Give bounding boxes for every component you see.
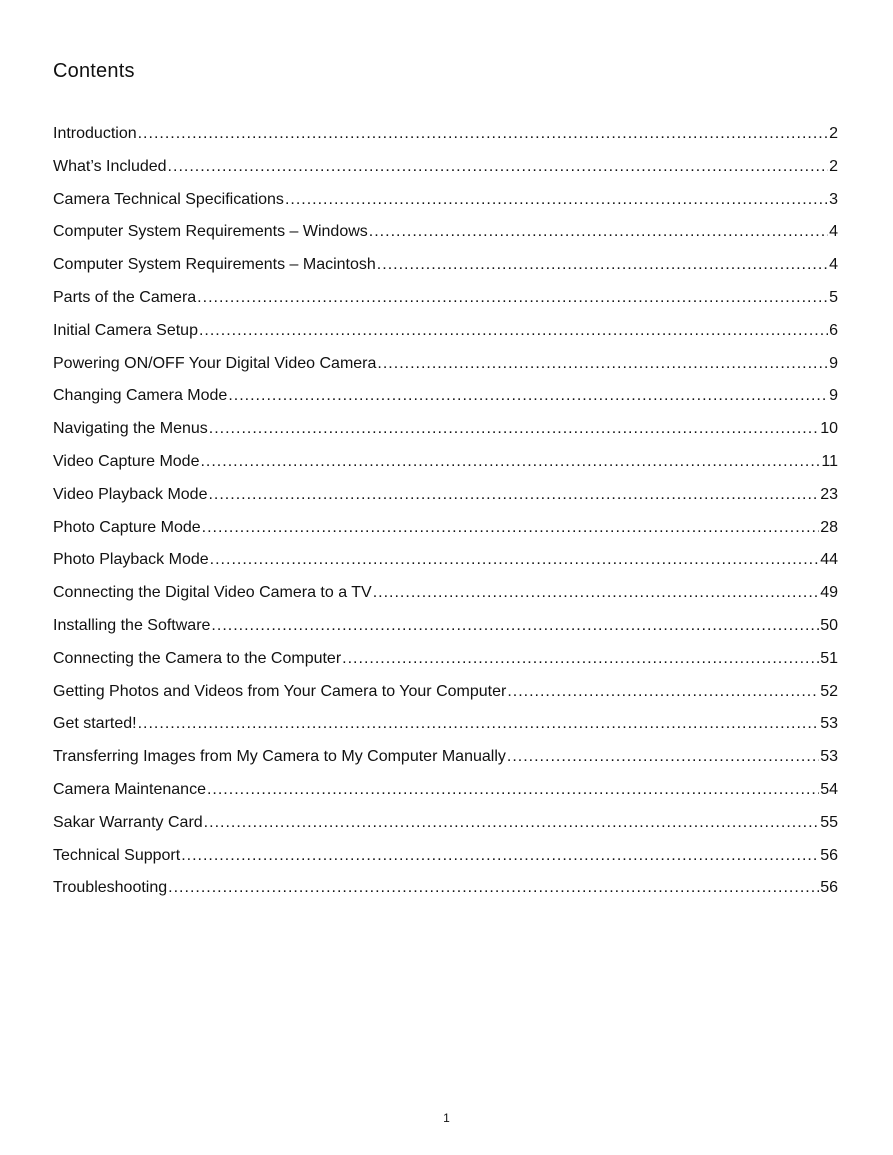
toc-dot-leader (202, 515, 820, 541)
toc-entry (53, 383, 838, 416)
toc-entry-title: Video Capture Mode (53, 452, 200, 470)
toc-entry-page-number: 55 (820, 813, 838, 831)
toc-entry (53, 252, 838, 285)
toc-dot-leader (138, 711, 820, 737)
toc-entry-title: Photo Playback Mode (53, 551, 209, 569)
toc-entry-page-number: 49 (820, 584, 838, 602)
toc-entry-page-number: 9 (829, 387, 838, 405)
toc-entry (53, 515, 838, 548)
toc-dot-leader (168, 875, 819, 901)
toc-entry-title: Photo Capture Mode (53, 518, 201, 536)
toc-entry-page-number: 5 (829, 288, 838, 306)
toc-entry-page-number: 44 (820, 551, 838, 569)
toc-dot-leader (507, 744, 819, 770)
toc-dot-leader (208, 482, 819, 508)
toc-entry-page-number: 53 (820, 748, 838, 766)
toc-entry-page-number: 53 (820, 715, 838, 733)
toc-entry (53, 711, 838, 744)
contents-heading: Contents (53, 60, 135, 82)
toc-entry-title: Getting Photos and Videos from Your Camera to Your Computer (53, 682, 507, 700)
toc-dot-leader (204, 810, 820, 836)
toc-entry-page-number: 4 (829, 256, 838, 274)
toc-entry (53, 547, 838, 580)
toc-entry (53, 777, 838, 810)
toc-entry-page-number: 52 (820, 682, 838, 700)
toc-entry-title: Installing the Software (53, 616, 211, 634)
toc-dot-leader (228, 383, 828, 409)
toc-dot-leader (210, 547, 820, 573)
toc-dot-leader (507, 679, 819, 705)
toc-entry-page-number: 50 (820, 616, 838, 634)
toc-entry-title: Computer System Requirements – Macintosh (53, 256, 376, 274)
toc-entry-page-number: 2 (829, 125, 838, 142)
toc-entry (53, 416, 838, 449)
toc-entry (53, 843, 838, 876)
toc-dot-leader (373, 580, 820, 606)
toc-entry-title: Introduction (53, 125, 137, 142)
toc-entry (53, 351, 838, 384)
toc-entry-page-number: 10 (820, 420, 838, 438)
toc-entry (53, 449, 838, 482)
toc-entry-title: Connecting the Digital Video Camera to a TV (53, 584, 372, 602)
toc-entry-title: Sakar Warranty Card (53, 813, 203, 831)
toc-entry-title: Powering ON/OFF Your Digital Video Camera (53, 354, 377, 372)
toc-dot-leader (199, 318, 828, 344)
toc-dot-leader (200, 449, 820, 475)
toc-entry-title: Parts of the Camera (53, 288, 197, 306)
toc-entry-page-number: 2 (829, 157, 838, 175)
toc-entry-title: Video Playback Mode (53, 485, 208, 503)
toc-dot-leader (369, 219, 828, 245)
toc-entry (53, 679, 838, 712)
toc-entry-page-number: 28 (820, 518, 838, 536)
page-number: 1 (443, 1111, 450, 1125)
toc-entry (53, 285, 838, 318)
toc-dot-leader (197, 285, 828, 311)
toc-entry (53, 875, 838, 908)
toc-dot-leader (377, 351, 828, 377)
toc-entry (53, 810, 838, 843)
toc-entry (53, 482, 838, 515)
toc-entry-page-number: 11 (821, 452, 838, 470)
toc-entry (53, 318, 838, 351)
toc-entry-page-number: 3 (829, 190, 838, 208)
toc-entry-page-number: 9 (829, 354, 838, 372)
toc-entry (53, 613, 838, 646)
toc-entry-title: Navigating the Menus (53, 420, 208, 438)
toc-entry (53, 154, 838, 187)
toc-dot-leader (377, 252, 828, 278)
toc-dot-leader (342, 646, 819, 672)
toc-dot-leader (211, 613, 819, 639)
toc-entry-title: Transferring Images from My Camera to My Computer Manually (53, 748, 506, 766)
toc-entry (53, 580, 838, 613)
toc-entry-title: Changing Camera Mode (53, 387, 228, 405)
toc-entry (53, 187, 838, 220)
toc-entry-title: Troubleshooting (53, 879, 168, 897)
toc-entry (53, 646, 838, 679)
toc-dot-leader (207, 777, 819, 803)
toc-dot-leader (285, 187, 828, 213)
toc-dot-leader (209, 416, 819, 442)
toc-entry-title: Camera Maintenance (53, 780, 206, 798)
toc-entry-title: Computer System Requirements – Windows (53, 223, 368, 241)
toc-entry (53, 744, 838, 777)
toc-entry-page-number: 54 (820, 780, 838, 798)
toc-entry-page-number: 23 (820, 485, 838, 503)
toc-entry-page-number: 56 (820, 846, 838, 864)
toc-dot-leader (181, 843, 819, 869)
toc-entry-title: Connecting the Camera to the Computer (53, 649, 342, 667)
toc-entry-page-number: 6 (829, 321, 838, 339)
toc-entry-page-number: 51 (820, 649, 838, 667)
toc-entry-title: What’s Included (53, 157, 167, 175)
toc-entry-title: Technical Support (53, 846, 181, 864)
toc-entry-page-number: 56 (820, 879, 838, 897)
toc-entry (53, 121, 838, 154)
toc-entry-page-number: 4 (829, 223, 838, 241)
toc-dot-leader (138, 121, 828, 147)
toc-entry-title: Camera Technical Specifications (53, 190, 284, 208)
toc-entry (53, 219, 838, 252)
toc-dot-leader (168, 154, 829, 180)
table-of-contents (53, 121, 838, 908)
toc-entry-title: Initial Camera Setup (53, 321, 198, 339)
toc-entry-title: Get started! (53, 715, 137, 733)
